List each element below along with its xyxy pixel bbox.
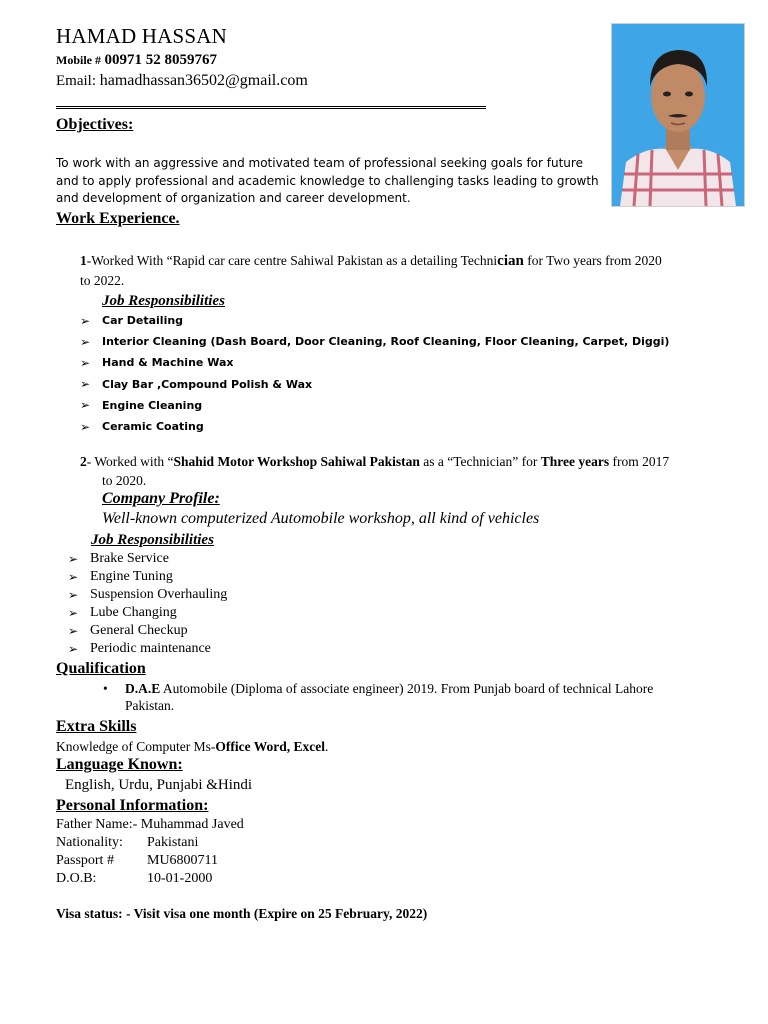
list-item: ➢ Engine Cleaning [80, 398, 203, 413]
arrow-bullet-icon: ➢ [80, 355, 91, 370]
arrow-bullet-icon: ➢ [80, 419, 91, 434]
job1-number: 1 [80, 253, 87, 268]
qualification-degree: D.A.E [125, 681, 161, 696]
list-item: ➢ Hand & Machine Wax [80, 355, 234, 370]
person-photo-icon [612, 24, 744, 206]
extra-skills-heading: Extra Skills [56, 718, 137, 735]
mobile-label: Mobile # [56, 53, 101, 67]
visa-status: Visa status: - Visit visa one month (Expire on 25 February, 2022) [56, 906, 428, 921]
arrow-bullet-icon: ➢ [68, 587, 79, 602]
arrow-bullet-icon: ➢ [68, 551, 79, 566]
list-item: ➢ Car Detailing [80, 313, 184, 328]
qualification-heading: Qualification [56, 660, 146, 677]
list-item: ➢ General Checkup [68, 623, 188, 638]
job1-text-c: for Two years from 2020 [523, 253, 662, 268]
email-value: hamadhassan36502@gmail.com [99, 72, 308, 89]
job2-description [80, 452, 746, 489]
profile-photo [611, 23, 745, 207]
mobile-line [56, 52, 217, 69]
extra-skills-text: Knowledge of Computer Ms-Office Word, Excel. [56, 739, 329, 754]
job2-text-a: - Worked with “ [86, 454, 174, 469]
passport-row: Passport # MU6800711 [56, 853, 219, 868]
job1-text-a: -Worked With “Rapid car care centre Sahiwal Pakistan as a detailing Techni [86, 253, 498, 268]
arrow-bullet-icon: ➢ [80, 398, 91, 413]
nationality-row: Nationality: Pakistani [56, 835, 199, 850]
objectives-text: To work with an aggressive and motivated team of professional seeking goals for future and to apply professional and academic knowledge to challenging tasks leading to growth and development of organization and career development. [56, 156, 599, 205]
dob-row: D.O.B: 10-01-2000 [56, 871, 213, 886]
language-heading: Language Known: [56, 756, 183, 773]
job1-responsibilities-list [80, 310, 669, 437]
job2-number: 2 [80, 454, 87, 469]
job1-responsibilities-heading: Job Responsibilities [102, 293, 225, 309]
arrow-bullet-icon: ➢ [80, 377, 91, 392]
list-item: ➢ Clay Bar ,Compound Polish & Wax [80, 377, 313, 392]
arrow-bullet-icon: ➢ [68, 605, 79, 620]
bullet-dot-icon: • [103, 681, 108, 696]
job2-responsibilities-heading: Job Responsibilities [91, 532, 214, 548]
language-text: English, Urdu, Punjabi &Hindi [65, 777, 253, 793]
qualification-text: Automobile (Diploma of associate engineer) 2019. From Punjab board of technical Lahore [160, 681, 654, 696]
list-item: ➢ Ceramic Coating [80, 419, 204, 434]
job1-text-b: cian [497, 253, 524, 269]
mobile-value: 00971 52 8059767 [104, 52, 217, 68]
email-line [56, 72, 308, 90]
qualification-text2: Pakistan. [125, 698, 175, 713]
candidate-name: HAMAD HASSAN [56, 24, 228, 48]
job1-text-d: to 2022. [80, 273, 125, 288]
company-profile-text: Well-known computerized Automobile workshop, all kind of vehicles [102, 510, 540, 527]
job2-responsibilities-list [68, 550, 227, 658]
arrow-bullet-icon: ➢ [80, 313, 91, 328]
arrow-bullet-icon: ➢ [80, 334, 91, 349]
header-divider [56, 106, 486, 109]
job2-text-e: from 2017 [609, 454, 670, 469]
objectives-heading: Objectives: [56, 116, 134, 133]
job2-text-f: to 2020. [102, 473, 147, 488]
list-item: ➢ Lube Changing [68, 605, 177, 620]
list-item: ➢ Engine Tuning [68, 569, 173, 584]
company-profile-heading: Company Profile: [102, 490, 220, 507]
job2-text-c: as a “Technician” for [419, 454, 541, 469]
list-item: ➢ Brake Service [68, 551, 169, 566]
qualification-item [103, 680, 746, 714]
job1-description [80, 251, 746, 291]
work-experience-heading: Work Experience. [56, 210, 180, 227]
personal-info-heading: Personal Information: [56, 797, 209, 814]
arrow-bullet-icon: ➢ [68, 569, 79, 584]
list-item: ➢ Interior Cleaning (Dash Board, Door Cleaning, Roof Cleaning, Floor Cleaning, Carpet, Diggi) [80, 334, 670, 349]
job2-company: Shahid Motor Workshop Sahiwal Pakistan [173, 454, 420, 469]
father-name: Father Name:- Muhammad Javed [56, 817, 244, 832]
email-label: Email: [56, 73, 96, 89]
job2-duration: Three years [540, 454, 610, 469]
list-item: ➢ Periodic maintenance [68, 641, 211, 656]
arrow-bullet-icon: ➢ [68, 641, 79, 656]
arrow-bullet-icon: ➢ [68, 623, 79, 638]
list-item: ➢ Suspension Overhauling [68, 587, 228, 602]
